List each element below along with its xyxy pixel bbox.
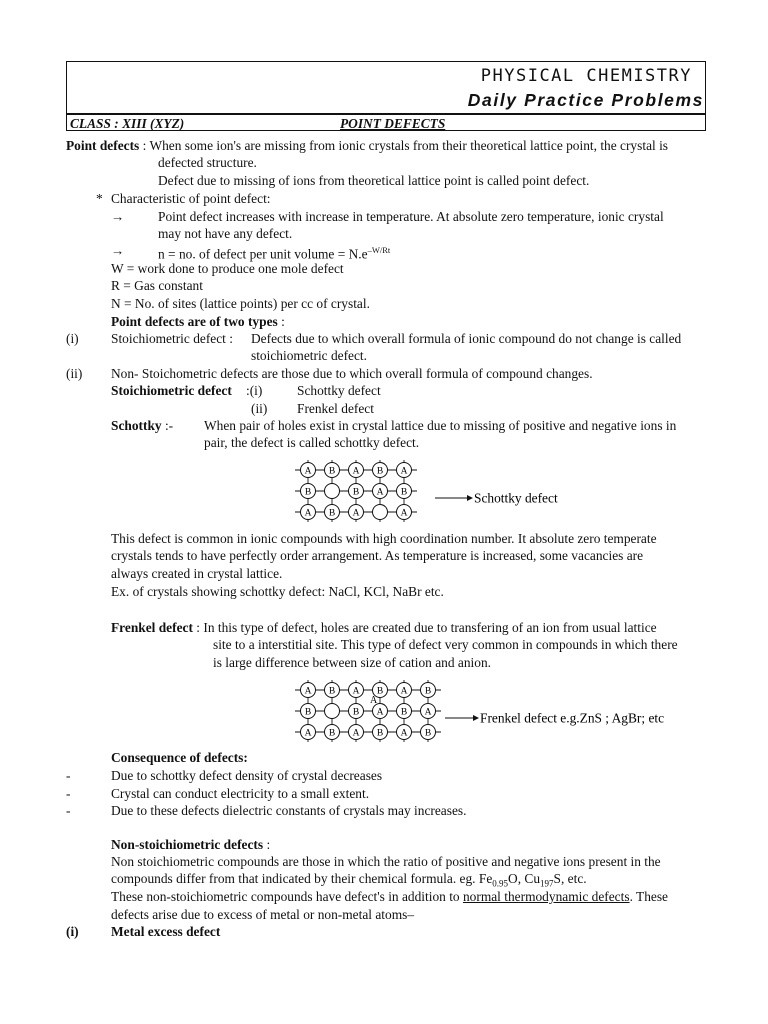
consequence-item: Crystal can conduct electricity to a small extent. [111,786,370,801]
lattice-ion-label: A [304,466,312,477]
topic-title: POINT DEFECTS [340,116,446,131]
intro-term: Point defects [66,138,140,153]
series-title: Daily Practice Problems [467,90,704,110]
schottky-para-line-2: crystals tends to have perfectly order arrangement. As temperature is increased, some vacancies are [111,548,644,563]
lattice-ion-label: B [400,487,408,498]
lattice-ion-label: B [328,508,336,519]
w-definition: W = work done to produce one mole defect [111,261,344,276]
schottky-diagram-label: Schottky defect [474,490,558,506]
lattice-ion-label: A [352,728,360,739]
frenkel-line-1: Frenkel defect : In this type of defect, holes are created due to transfering of an ion from usual lattice [111,620,657,635]
lattice-ion-label: B [328,728,336,739]
subject-title: PHYSICAL CHEMISTRY [480,66,692,86]
consequence-item: Due to these defects dielectric constants of crystals may increases. [111,803,467,818]
lattice-ion-label: B [400,707,408,718]
dash: - [66,803,71,818]
stoich-i-name: Schottky defect [297,383,381,398]
lattice-ion-label: A [376,487,384,498]
lattice-ion-label: A [352,466,360,477]
lattice-ion-label: B [424,728,432,739]
stoich-heading: Stoichiometric defect [111,383,232,398]
header-divider [66,113,706,115]
nonstoich-line-3: These non-stoichiometric compounds have defect's in addition to normal thermodynamic defects. These [111,889,668,904]
types-heading: Point defects are of two types : [111,314,285,329]
lattice-ion-label: A [400,728,408,739]
lattice-ion-label: B [328,686,336,697]
arrow-icon: → [111,243,125,258]
consequence-heading: Consequence of defects: [111,750,248,765]
lattice-ion-label: B [352,487,360,498]
lattice-ion-label: A [424,707,432,718]
type-i-line-1: Defects due to which overall formula of ionic compound do not change is called [251,331,682,346]
frenkel-arrow-head [473,715,479,721]
schottky-line-1: When pair of holes exist in crystal lattice due to missing of positive and negative ions in [204,418,677,433]
lattice-vacancy [325,484,340,499]
consequence-item: Due to schottky defect density of crystal decreases [111,768,383,783]
schottky-term: Schottky :- [111,418,174,433]
lattice-ion-label: B [304,487,312,498]
lattice-ion-label: B [376,466,384,477]
r-definition: R = Gas constant [111,278,203,293]
arrow-icon: → [111,209,125,224]
type-i-line-2: stoichiometric defect. [251,348,368,363]
frenkel-term: Frenkel defect [111,620,193,635]
lattice-ion-label: B [304,707,312,718]
schottky-lattice-grid [295,460,417,522]
lattice-ion-label: B [424,686,432,697]
intro-line-3: Defect due to missing of ions from theoretical lattice point is called point defect. [158,173,590,188]
lattice-ion-label: A [304,508,312,519]
stoich-i-number: :(i) [246,383,263,398]
lattice-ion-label: A [352,508,360,519]
frenkel-line-2: site to a interstitial site. This type of defect very common in compounds in which there [213,637,678,652]
schottky-para-line-1: This defect is common in ionic compounds with high coordination number. It absolute zero temperate [111,531,657,546]
metal-excess-number: (i) [66,924,79,939]
schottky-arrow-head [467,495,473,501]
n-definition: N = No. of sites (lattice points) per cc of crystal. [111,296,370,311]
char-point-1-line-2: may not have any defect. [158,226,293,241]
lattice-ion-label: A [400,466,408,477]
interstitial-ion: A [370,695,378,706]
type-i-term: Stoichiometric defect : [111,331,233,346]
nonstoich-line-1: Non stoichiometric compounds are those in which the ratio of positive and negative ions present in the [111,854,661,869]
frenkel-lattice-grid [295,680,441,742]
dash: - [66,786,71,801]
class-label: CLASS : XIII (XYZ) [70,116,185,131]
underlined-term: normal thermodynamic defects [462,889,630,904]
frenkel-line-3: is large difference between size of cation and anion. [213,655,491,670]
characteristic-heading: Characteristic of point defect: [111,191,271,206]
schottky-line-2: pair, the defect is called schottky defect. [204,435,420,450]
lattice-ion-label: A [352,686,360,697]
exponent: –W/Rt [367,245,391,255]
metal-excess-heading: Metal excess defect [111,924,221,939]
lattice-ion-label: B [376,728,384,739]
lattice-ion-label: B [328,466,336,477]
lattice-ion-label: A [376,707,384,718]
frenkel-diagram-label: Frenkel defect e.g.ZnS ; AgBr; etc [480,710,665,726]
lattice-ion-label: A [304,686,312,697]
stoich-ii-name: Frenkel defect [297,401,374,416]
lattice-vacancy [325,704,340,719]
nonstoich-line-2: compounds differ from that indicated by their chemical formula. eg. $Fe_{0.95}O$, $Cu_{197}S$, etc. [111,871,587,889]
lattice-ion-label: A [400,686,408,697]
frenkel-lattice-diagram [290,675,710,745]
schottky-lattice-diagram [290,455,560,525]
type-i-number: (i) [66,331,79,346]
intro-line-1: Point defects : When some ion's are missing from ionic crystals from their theoretical lattice point, the crystal is [66,138,669,153]
schottky-examples: Ex. of crystals showing schottky defect: NaCl, KCl, NaBr etc. [111,584,444,599]
char-point-1-line-1: Point defect increases with increase in temperature. At absolute zero temperature, ionic crystal [158,209,664,224]
intro-line-2: defected structure. [158,155,257,170]
char-point-2: n = no. of defect per unit volume = $N.e^{-W/Rt}$ [158,245,391,262]
lattice-ion-label: A [304,728,312,739]
lattice-ion-label: A [400,508,408,519]
stoich-ii-number: (ii) [251,401,268,416]
bullet-star: * [96,191,103,206]
schottky-para-line-3: always created in crystal lattice. [111,566,283,581]
type-ii-text: Non- Stoichometric defects are those due to which overall formula of compound changes. [111,366,593,381]
nonstoich-line-4: defects arise due to excess of metal or non-metal atoms– [111,907,415,922]
lattice-vacancy [373,505,388,520]
dash: - [66,768,71,783]
type-ii-number: (ii) [66,366,83,381]
nonstoich-heading: Non-stoichiometric defects : [111,837,271,852]
lattice-ion-label: B [376,686,384,697]
lattice-ion-label: B [352,707,360,718]
